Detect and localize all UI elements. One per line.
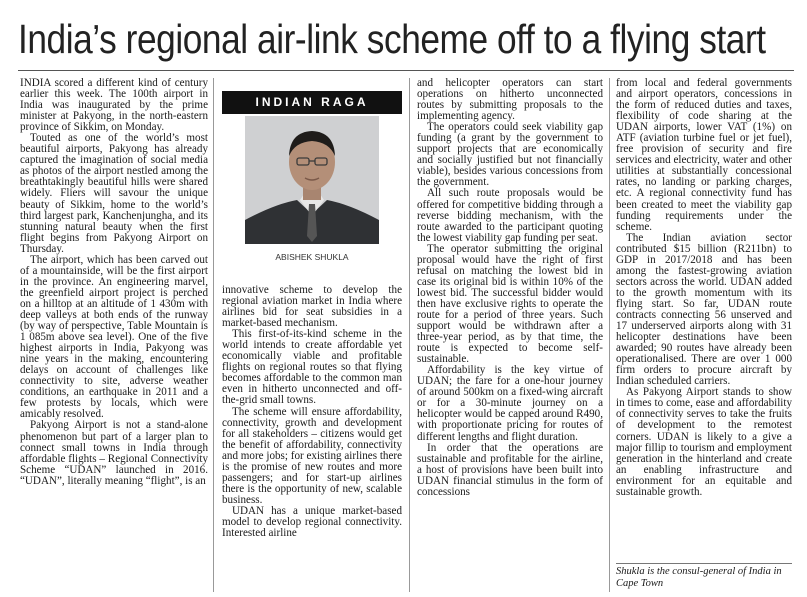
paragraph: Pakyong Airport is not a stand-alone phenomenon but part of a larger plan to connect small towns in India through affordable flights – Regional Connectivity Scheme “UDAN” launched in 2016. “UDAN”, literally meaning “flight”, is an [20, 419, 208, 487]
article-column-4 [616, 78, 792, 592]
paragraph: from local and federal governments and airport operators, concessions in the form of reduced duties and taxes, flexibility of code sharing at the UDAN airports, lower VAT (1%) on ATF (aviation turbine fuel or jet fuel), free provision of security and fire services and electricity, water and other utilities at substantially concessional rates, no landing or parking charges, etc. A regional connectivity fund has been created to meet the viability gap funding requirements under the scheme. [616, 77, 792, 233]
paragraph: In order that the operations are sustainable and profitable for the airline, a host of provisions have been built into UDAN financial stimulus in the form of concessions [417, 441, 603, 498]
article-column-3 [417, 78, 603, 592]
column-name-banner: INDIAN RAGA [222, 91, 402, 114]
author-photo [245, 116, 379, 244]
paragraph: UDAN has a unique market-based model to develop regional connectivity. Interested airline [222, 504, 402, 540]
author-portrait-icon [245, 116, 379, 244]
paragraph: All such route proposals would be offered for competitive bidding through a reverse bidding mechanism, with the route awarded to the participant quoting the lowest viability gap funding per seat. [417, 187, 603, 244]
footnote-rule [616, 563, 792, 564]
author-caption: ABISHEK SHUKLA [275, 252, 349, 262]
paragraph: As Pakyong Airport stands to show in times to come, ease and affordability of connectivity serves to take the fruits of development to the remotest corners. UDAN is likely to a give a major fillip to tourism and employment generation in the hinterland and create an enabling infrastructure and environment for an equitable and sustainable growth. [616, 386, 792, 498]
paragraph: Touted as one of the world’s most beautiful airports, Pakyong has already captured the imagination of social media as photos of the airport nestled among the breathtakingly beautiful hills were shared widely. Fliers will savour the unique beauty of Sikkim, home to the world’s third largest park, Kanchenjungha, and its stunning natural beauty when the first flight begins from Pakyong Airport on Thursday. [20, 132, 208, 255]
paragraph: The scheme will ensure affordability, connectivity, growth and development for all stakeholders – citizens would get the benefit of affordability, connectivity and more jobs; for existing airlines there is the promise of new routes and more passengers; and for start-up airlines there is the opportunity of new, scalable business. [222, 405, 402, 506]
paragraph: The airport, which has been carved out of a mountainside, will be the first airport in the province. An engineering marvel, the greenfield airport project is perched on a hilltop at an altitude of 1 430m with deep valleys at both ends of the runway (by way of perspective, Table Mountain is 1 085m above sea level). One of the five highest airports in India, Pakyong was nine years in the making, encountering delays on account of challenges like connectivity to site, adverse weather conditions, an earthquake in 2011 and a few protests by locals, which were amicably resolved. [20, 253, 208, 421]
headline: India’s regional air-link scheme off to a flying start [18, 16, 766, 62]
article-column-1 [20, 78, 208, 592]
paragraph: INDIA scored a different kind of century earlier this week. The 100th airport in India was inaugurated by the prime minister at Pakyong, in the north-eastern province of Sikkim, on Monday. [20, 77, 208, 134]
headline-rule [18, 70, 794, 71]
author-footnote: Shukla is the consul-general of India in Cape Town [616, 566, 782, 589]
column-divider [609, 78, 610, 592]
paragraph: innovative scheme to develop the regional aviation market in India where airlines bid for seat subsidies in a market-based mechanism. [222, 284, 402, 330]
paragraph: The operators could seek viability gap funding (a grant by the government to support projects that are economically and socially justified but not financially viable), besides various concessions from the government. [417, 121, 603, 189]
paragraph: The operator submitting the original proposal would have the right of first refusal on matching the lowest bid in case its original bid is within 10% of the lowest bid. The successful bidder would then have exclusive rights to operate the route for a period of three years. Such support would be withdrawn after a three-year period, as by that time, the route is expected to become self-sustainable. [417, 242, 603, 366]
article-column-2 [222, 285, 402, 585]
column-divider [213, 78, 214, 592]
paragraph: This first-of-its-kind scheme in the world intends to create affordable yet economically viable and profitable flights on regional routes so that flying becomes affordable to the common man even in hitherto unconnected and off-the-grid small towns. [222, 328, 402, 407]
paragraph: The Indian aviation sector contributed $15 billion (R211bn) to GDP in 2017/2018 and has been among the fastest-growing aviation sectors across the world. UDAN added to the growth momentum with its flying start. So far, UDAN route contracts connecting 56 unserved and 17 underserved airports along with 31 helicopter destinations have been awarded; 90 routes have already been operationalised. There are over 1 000 firm orders to procure aircraft by Indian scheduled carriers. [616, 231, 792, 388]
paragraph: and helicopter operators can start operations on hitherto unconnected routes by submitting proposals to the implementing agency. [417, 77, 603, 123]
column-divider [409, 78, 410, 592]
paragraph: Affordability is the key virtue of UDAN; the fare for a one-hour journey of around 500km on a fixed-wing aircraft or for a 30-minute journey on a helicopter would be capped around R490, with proportionate pricing for routes of different lengths and flight duration. [417, 364, 603, 443]
